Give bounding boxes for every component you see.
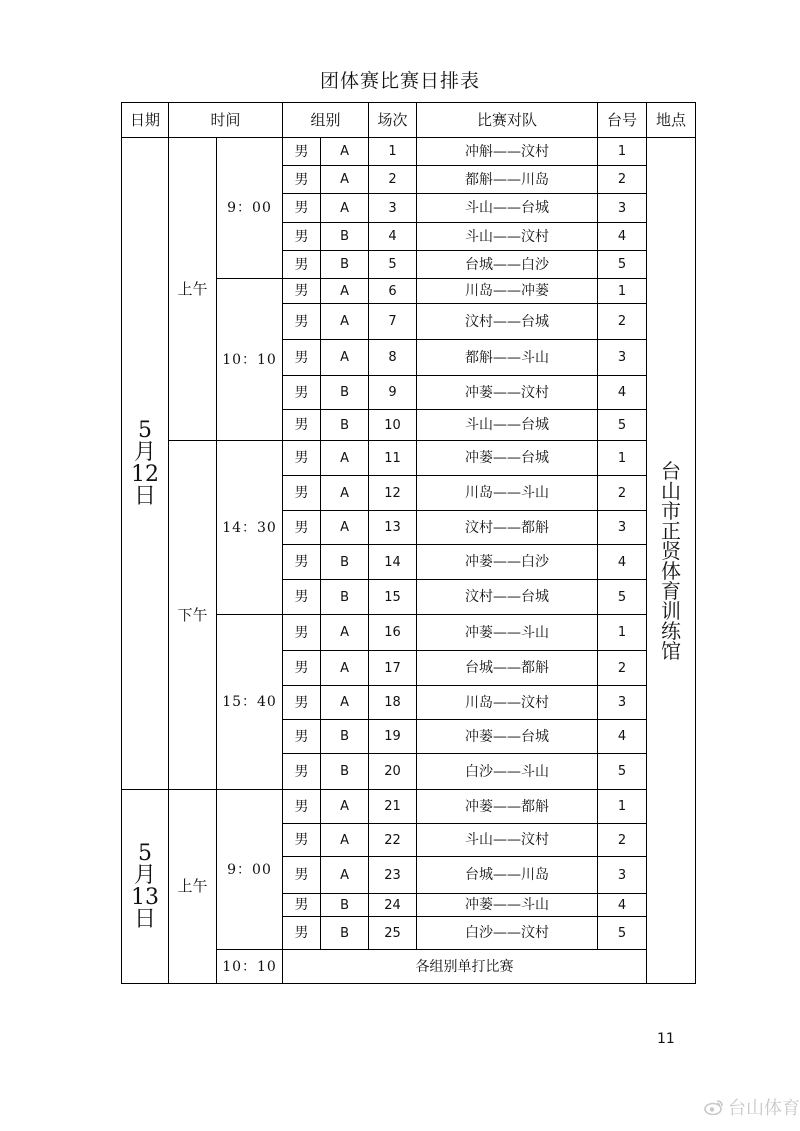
match-number: 3 xyxy=(369,194,417,223)
table-number: 1 xyxy=(598,790,647,824)
date-cell-char: 12 xyxy=(131,461,159,487)
teams-cell: 台城——川岛 xyxy=(417,857,598,894)
teams-cell: 冲蒌——台城 xyxy=(417,720,598,754)
gender-cell: 男 xyxy=(283,917,321,950)
table-number: 4 xyxy=(598,720,647,754)
group-cell: A xyxy=(321,138,369,166)
group-cell: A xyxy=(321,615,369,651)
table-number: 3 xyxy=(598,857,647,894)
venue-cell-char: 育 xyxy=(661,578,682,603)
match-number: 5 xyxy=(369,251,417,279)
time-slot: 9：00 xyxy=(217,138,283,279)
match-number: 15 xyxy=(369,580,417,615)
table-number: 2 xyxy=(598,476,647,511)
teams-cell: 冲蒌——都斛 xyxy=(417,790,598,824)
gender-cell: 男 xyxy=(283,138,321,166)
teams-cell: 冲蒌——汶村 xyxy=(417,376,598,410)
gender-cell: 男 xyxy=(283,857,321,894)
table-number: 5 xyxy=(598,917,647,950)
group-cell: A xyxy=(321,790,369,824)
teams-cell: 台城——白沙 xyxy=(417,251,598,279)
match-number: 23 xyxy=(369,857,417,894)
gender-cell: 男 xyxy=(283,545,321,580)
table-number: 2 xyxy=(598,824,647,857)
teams-cell: 斗山——台城 xyxy=(417,194,598,223)
teams-cell: 汶村——都斛 xyxy=(417,511,598,545)
venue-cell-char: 体 xyxy=(661,558,682,583)
gender-cell: 男 xyxy=(283,223,321,251)
teams-cell: 冲蒌——白沙 xyxy=(417,545,598,580)
table-number: 4 xyxy=(598,223,647,251)
document-title: 团体赛比赛日排表 xyxy=(319,70,480,92)
match-number: 21 xyxy=(369,790,417,824)
header-time: 时间 xyxy=(169,103,283,138)
page-number: 11 xyxy=(657,1031,675,1047)
table-number: 1 xyxy=(598,138,647,166)
gender-cell: 男 xyxy=(283,824,321,857)
match-number: 2 xyxy=(369,166,417,194)
match-number: 11 xyxy=(369,441,417,476)
group-cell: A xyxy=(321,194,369,223)
match-number: 13 xyxy=(369,511,417,545)
table-number: 4 xyxy=(598,894,647,917)
date-cell xyxy=(122,790,169,984)
header-match: 场次 xyxy=(369,103,417,138)
group-cell: B xyxy=(321,580,369,615)
match-number: 1 xyxy=(369,138,417,166)
header-row xyxy=(122,103,696,138)
group-cell: A xyxy=(321,857,369,894)
group-cell: A xyxy=(321,279,369,304)
table-number: 3 xyxy=(598,686,647,720)
teams-cell: 都斛——斗山 xyxy=(417,340,598,376)
period-morning: 上午 xyxy=(169,790,217,984)
watermark-text: 台山体育 xyxy=(728,1098,800,1119)
teams-cell: 斗山——汶村 xyxy=(417,223,598,251)
teams-cell: 斗山——汶村 xyxy=(417,824,598,857)
gender-cell: 男 xyxy=(283,410,321,441)
match-number: 8 xyxy=(369,340,417,376)
group-cell: A xyxy=(321,340,369,376)
match-number: 18 xyxy=(369,686,417,720)
date-cell-char: 月 xyxy=(133,439,156,465)
table-number: 1 xyxy=(598,441,647,476)
gender-cell: 男 xyxy=(283,376,321,410)
gender-cell: 男 xyxy=(283,340,321,376)
teams-cell: 白沙——斗山 xyxy=(417,754,598,790)
match-number: 14 xyxy=(369,545,417,580)
table-number: 2 xyxy=(598,304,647,340)
date-cell-char: 13 xyxy=(131,884,159,910)
gender-cell: 男 xyxy=(283,754,321,790)
teams-cell: 冲蒌——台城 xyxy=(417,441,598,476)
group-cell: B xyxy=(321,410,369,441)
group-cell: B xyxy=(321,251,369,279)
table-number: 5 xyxy=(598,251,647,279)
teams-cell: 汶村——台城 xyxy=(417,304,598,340)
group-cell: B xyxy=(321,376,369,410)
gender-cell: 男 xyxy=(283,251,321,279)
table-number: 4 xyxy=(598,376,647,410)
group-cell: B xyxy=(321,894,369,917)
table-number: 2 xyxy=(598,651,647,686)
time-slot: 9：00 xyxy=(217,790,283,950)
venue-cell-char: 市 xyxy=(661,498,682,523)
venue-cell xyxy=(647,138,696,984)
watermark xyxy=(704,1094,800,1120)
match-number: 16 xyxy=(369,615,417,651)
teams-cell: 川岛——冲蒌 xyxy=(417,279,598,304)
match-number: 10 xyxy=(369,410,417,441)
table-number: 4 xyxy=(598,545,647,580)
table-number: 5 xyxy=(598,580,647,615)
match-number: 22 xyxy=(369,824,417,857)
gender-cell: 男 xyxy=(283,894,321,917)
gender-cell: 男 xyxy=(283,720,321,754)
venue-cell-char: 馆 xyxy=(661,638,682,663)
date-cell xyxy=(122,138,169,790)
venue-cell-char: 正 xyxy=(661,518,682,543)
gender-cell: 男 xyxy=(283,476,321,511)
table-number: 3 xyxy=(598,340,647,376)
group-cell: A xyxy=(321,476,369,511)
date-cell-char: 5 xyxy=(138,840,152,866)
gender-cell: 男 xyxy=(283,194,321,223)
singles-cell: 各组别单打比赛 xyxy=(283,950,647,984)
match-row xyxy=(122,138,696,166)
table-number: 1 xyxy=(598,615,647,651)
date-cell-char: 日 xyxy=(133,483,156,509)
match-row xyxy=(122,790,696,824)
gender-cell: 男 xyxy=(283,686,321,720)
gender-cell: 男 xyxy=(283,166,321,194)
venue-cell-char: 练 xyxy=(661,618,682,643)
header-table: 台号 xyxy=(598,103,647,138)
date-cell-char: 日 xyxy=(133,906,156,932)
venue-cell-char: 贤 xyxy=(661,538,682,563)
match-number: 6 xyxy=(369,279,417,304)
match-row xyxy=(122,441,696,476)
table-number: 3 xyxy=(598,194,647,223)
teams-cell: 冲蒌——斗山 xyxy=(417,615,598,651)
gender-cell: 男 xyxy=(283,580,321,615)
match-number: 12 xyxy=(369,476,417,511)
teams-cell: 都斛——川岛 xyxy=(417,166,598,194)
match-number: 7 xyxy=(369,304,417,340)
header-date: 日期 xyxy=(122,103,169,138)
group-cell: A xyxy=(321,686,369,720)
group-cell: A xyxy=(321,824,369,857)
match-number: 17 xyxy=(369,651,417,686)
group-cell: A xyxy=(321,651,369,686)
teams-cell: 汶村——台城 xyxy=(417,580,598,615)
gender-cell: 男 xyxy=(283,441,321,476)
teams-cell: 冲蒌——斗山 xyxy=(417,894,598,917)
group-cell: B xyxy=(321,223,369,251)
table-number: 2 xyxy=(598,166,647,194)
period-afternoon: 下午 xyxy=(169,441,217,790)
match-number: 19 xyxy=(369,720,417,754)
group-cell: A xyxy=(321,441,369,476)
header-venue: 地点 xyxy=(647,103,696,138)
gender-cell: 男 xyxy=(283,651,321,686)
gender-cell: 男 xyxy=(283,615,321,651)
weibo-icon xyxy=(704,1099,724,1115)
group-cell: B xyxy=(321,720,369,754)
table-number: 5 xyxy=(598,754,647,790)
schedule-table xyxy=(121,102,696,984)
match-number: 24 xyxy=(369,894,417,917)
teams-cell: 台城——都斛 xyxy=(417,651,598,686)
teams-cell: 冲斛——汶村 xyxy=(417,138,598,166)
group-cell: B xyxy=(321,545,369,580)
gender-cell: 男 xyxy=(283,279,321,304)
period-morning: 上午 xyxy=(169,138,217,441)
header-group: 组别 xyxy=(283,103,369,138)
teams-cell: 白沙——汶村 xyxy=(417,917,598,950)
group-cell: A xyxy=(321,166,369,194)
group-cell: B xyxy=(321,917,369,950)
teams-cell: 川岛——汶村 xyxy=(417,686,598,720)
gender-cell: 男 xyxy=(283,511,321,545)
header-teams: 比赛对队 xyxy=(417,103,598,138)
match-number: 9 xyxy=(369,376,417,410)
group-cell: B xyxy=(321,754,369,790)
table-number: 3 xyxy=(598,511,647,545)
table-number: 1 xyxy=(598,279,647,304)
group-cell: A xyxy=(321,304,369,340)
venue-cell-char: 训 xyxy=(661,598,682,623)
date-cell-char: 5 xyxy=(138,417,152,443)
gender-cell: 男 xyxy=(283,304,321,340)
match-number: 4 xyxy=(369,223,417,251)
date-cell-char: 月 xyxy=(133,862,156,888)
time-slot: 10：10 xyxy=(217,279,283,441)
group-cell: A xyxy=(321,511,369,545)
teams-cell: 斗山——台城 xyxy=(417,410,598,441)
teams-cell: 川岛——斗山 xyxy=(417,476,598,511)
match-number: 20 xyxy=(369,754,417,790)
match-number: 25 xyxy=(369,917,417,950)
time-slot: 14：30 xyxy=(217,441,283,615)
time-slot: 15：40 xyxy=(217,615,283,790)
gender-cell: 男 xyxy=(283,790,321,824)
time-slot: 10：10 xyxy=(217,950,283,984)
table-number: 5 xyxy=(598,410,647,441)
venue-cell-char: 山 xyxy=(661,478,682,503)
venue-cell-char: 台 xyxy=(661,458,682,483)
